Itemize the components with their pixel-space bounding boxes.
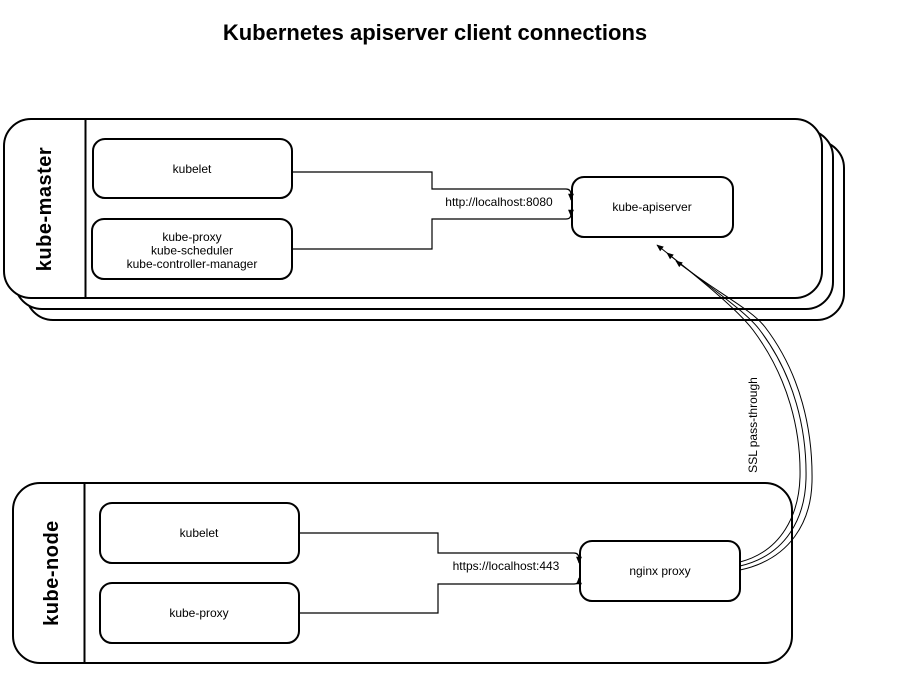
ssl-pass-through-label: SSL pass-through [746,377,760,473]
kube-node-label: kube-node [41,520,63,626]
node-kube-proxy-label: kube-proxy [169,606,229,620]
https-localhost-443-label: https://localhost:443 [452,559,560,573]
master-proxy-label: kube-proxy [162,230,222,244]
nginx-proxy-label: nginx proxy [629,564,691,578]
page-title: Kubernetes apiserver client connections [222,20,648,45]
node-kubelet-label: kubelet [179,526,219,540]
master-controller-manager-label: kube-controller-manager [126,257,258,271]
master-kubelet-label: kubelet [172,162,212,176]
kube-node-group [13,483,792,663]
master-scheduler-label: kube-scheduler [150,243,234,258]
kube-apiserver-label: kube-apiserver [612,200,692,214]
http-localhost-8080-label: http://localhost:8080 [445,195,553,209]
kube-master-label: kube-master [34,146,56,272]
kube-master-group [4,119,844,320]
